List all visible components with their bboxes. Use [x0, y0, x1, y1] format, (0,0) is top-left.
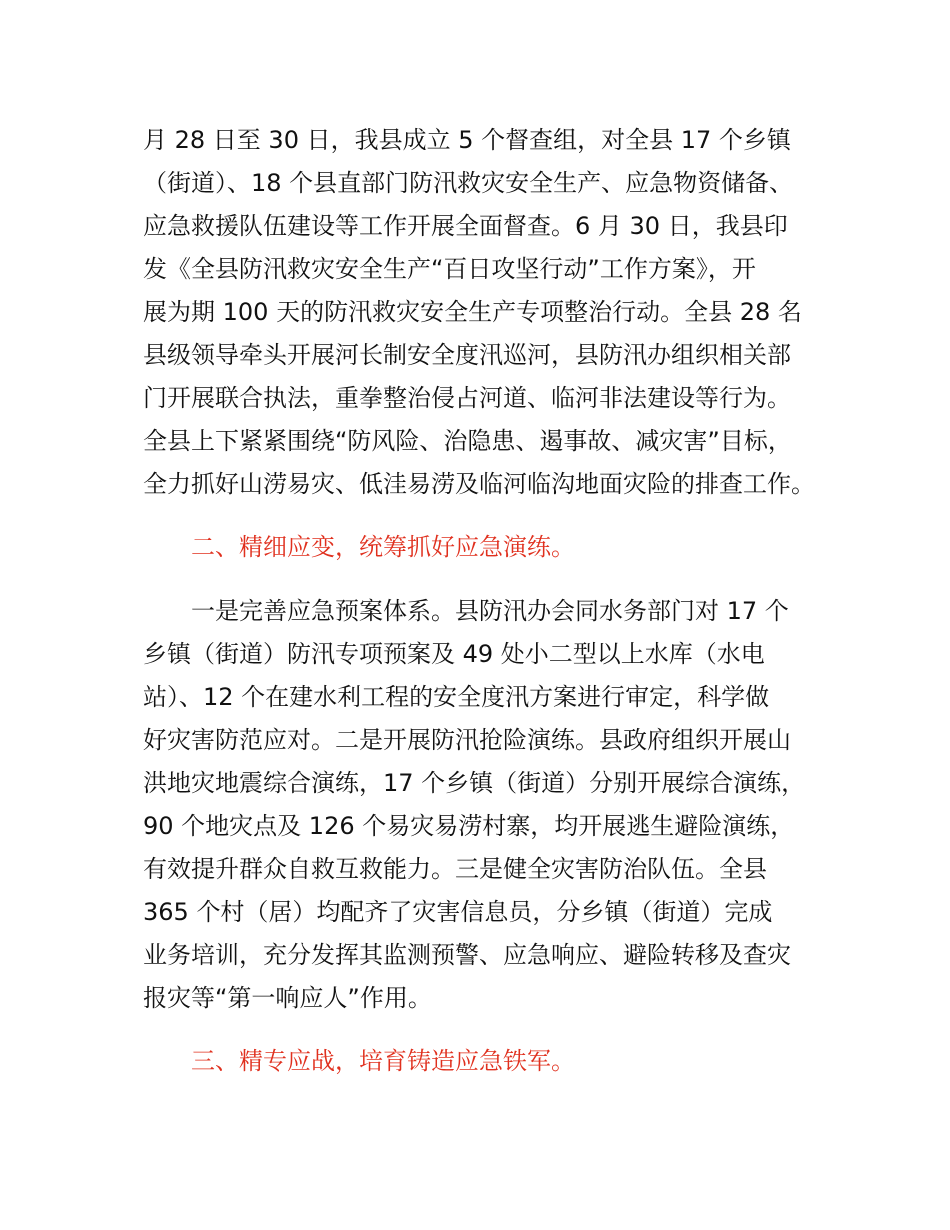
section-heading-3: 三、精专应战，培育铸造应急铁军。 — [191, 1047, 575, 1075]
paragraph-1-line-8: 全县上下紧紧围绕“防风险、治隐患、遏事故、减灾害”目标， — [143, 427, 792, 455]
paragraph-1-line-3: 应急救援队伍建设等工作开展全面督查。6 月 30 日，我县印 — [143, 212, 788, 240]
paragraph-1-line-2: （街道）、18 个县直部门防汛救灾安全生产、应急物资储备、 — [143, 169, 794, 197]
paragraph-2-line-3: 站）、12 个在建水利工程的安全度汛方案进行审定，科学做 — [143, 683, 770, 711]
paragraph-2-line-9: 业务培训，充分发挥其监测预警、应急响应、避险转移及查灾 — [143, 941, 791, 969]
paragraph-1-line-1: 月 28 日至 30 日，我县成立 5 个督查组，对全县 17 个乡镇 — [143, 126, 791, 154]
paragraph-1-line-7: 门开展联合执法，重拳整治侵占河道、临河非法建设等行为。 — [143, 384, 791, 412]
section-heading-2: 二、精细应变，统筹抓好应急演练。 — [191, 533, 575, 561]
paragraph-2-line-10: 报灾等“第一响应人”作用。 — [143, 984, 432, 1012]
paragraph-1-line-6: 县级领导牵头开展河长制安全度汛巡河，县防汛办组织相关部 — [143, 341, 791, 369]
paragraph-1-line-4: 发《全县防汛救灾安全生产“百日攻坚行动”工作方案》，开 — [143, 255, 756, 283]
paragraph-1-line-9: 全力抓好山涝易灾、低洼易涝及临河临沟地面灾险的排查工作。 — [143, 470, 815, 498]
paragraph-2-line-5: 洪地灾地震综合演练，17 个乡镇（街道）分别开展综合演练， — [143, 769, 806, 797]
paragraph-2-line-2: 乡镇（街道）防汛专项预案及 49 处小二型以上水库（水电 — [143, 640, 765, 668]
paragraph-2-line-7: 有效提升群众自救互救能力。三是健全灾害防治队伍。全县 — [143, 855, 767, 883]
paragraph-2-line-6: 90 个地灾点及 126 个易灾易涝村寨，均开展逃生避险演练， — [143, 812, 795, 840]
paragraph-1-line-5: 展为期 100 天的防汛救灾安全生产专项整治行动。全县 28 名 — [143, 298, 802, 326]
paragraph-2-line-4: 好灾害防范应对。二是开展防汛抢险演练。县政府组织开展山 — [143, 726, 791, 754]
paragraph-2-line-1: 一是完善应急预案体系。县防汛办会同水务部门对 17 个 — [191, 597, 789, 625]
paragraph-2-line-8: 365 个村（居）均配齐了灾害信息员，分乡镇（街道）完成 — [143, 898, 773, 926]
